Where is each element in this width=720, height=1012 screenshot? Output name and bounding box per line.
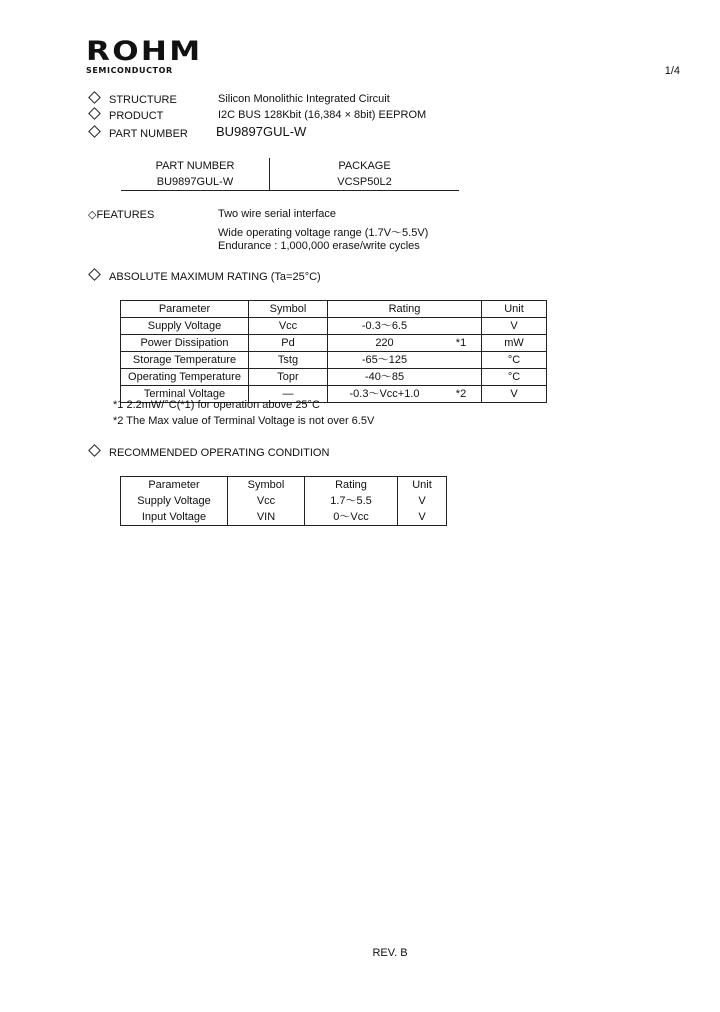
logo-subtitle: SEMICONDUCTOR <box>86 66 173 75</box>
diamond-bullet-icon <box>88 444 101 457</box>
param-cell: Power Dissipation <box>121 335 249 352</box>
note-cell <box>441 318 482 335</box>
unit-cell: V <box>398 493 447 509</box>
rating-cell: -65～125 <box>328 352 442 369</box>
diamond-bullet-icon <box>88 125 101 138</box>
param-cell: Operating Temperature <box>121 369 249 386</box>
header-unit: Unit <box>398 477 447 494</box>
part-number-header: PART NUMBER <box>121 158 270 174</box>
unit-cell: V <box>398 509 447 526</box>
table-header-row <box>121 301 547 318</box>
table-row <box>121 352 547 369</box>
note-cell <box>441 369 482 386</box>
note-cell: *2 <box>441 386 482 403</box>
product-label: PRODUCT <box>109 110 164 122</box>
symbol-cell: VIN <box>228 509 305 526</box>
param-cell: Terminal Voltage <box>121 386 249 403</box>
table-row <box>121 509 447 526</box>
rating-cell: -0.3～6.5 <box>328 318 442 335</box>
unit-cell: °C <box>482 352 547 369</box>
features-label: ◇FEATURES <box>88 209 155 221</box>
rec-op-title-row <box>90 446 329 459</box>
table-row <box>121 318 547 335</box>
param-cell: Storage Temperature <box>121 352 249 369</box>
header-symbol: Symbol <box>228 477 305 494</box>
header-parameter: Parameter <box>121 477 228 494</box>
part-label-row <box>90 127 188 140</box>
table-header-row <box>121 477 447 494</box>
rating-cell: -40～85 <box>328 369 442 386</box>
rating-cell: 1.7～5.5 <box>305 493 398 509</box>
rating-cell: -0.3～Vcc+1.0 <box>328 386 442 403</box>
structure-label: STRUCTURE <box>109 94 177 106</box>
footnote-2: *2 The Max value of Terminal Voltage is not over 6.5V <box>113 415 375 427</box>
feature-item: Endurance : 1,000,000 erase/write cycles <box>218 240 420 252</box>
diamond-bullet-icon <box>88 91 101 104</box>
header-parameter: Parameter <box>121 301 249 318</box>
param-cell: Input Voltage <box>121 509 228 526</box>
header-symbol: Symbol <box>249 301 328 318</box>
symbol-cell: Vcc <box>228 493 305 509</box>
package-cell: VCSP50L2 <box>270 174 460 191</box>
page-number: 1/4 <box>664 65 680 77</box>
structure-label-row <box>90 93 177 106</box>
param-cell: Supply Voltage <box>121 318 249 335</box>
rec-op-title: RECOMMENDED OPERATING CONDITION <box>109 447 330 459</box>
note-cell: *1 <box>441 335 482 352</box>
product-value: I2C BUS 128Kbit (16,384 × 8bit) EEPROM <box>218 109 427 121</box>
footnote-1: *1 2.2mW/°C(*1) for operation above 25°C <box>113 399 320 411</box>
rec-op-table <box>120 476 447 526</box>
feature-item: Two wire serial interface <box>218 208 336 220</box>
abs-max-title-row <box>90 270 321 283</box>
revision-label: REV. B <box>372 947 408 959</box>
table-row <box>121 493 447 509</box>
note-cell <box>441 352 482 369</box>
symbol-cell: Vcc <box>249 318 328 335</box>
structure-value: Silicon Monolithic Integrated Circuit <box>218 93 390 105</box>
unit-cell: mW <box>482 335 547 352</box>
header-unit: Unit <box>482 301 547 318</box>
header-rating: Rating <box>305 477 398 494</box>
rohm-logo: ROHM <box>86 36 203 67</box>
table-row <box>121 335 547 352</box>
diamond-bullet-icon <box>88 107 101 120</box>
product-label-row <box>90 109 163 122</box>
part-package-table <box>121 158 459 191</box>
symbol-cell: — <box>249 386 328 403</box>
table-row <box>121 369 547 386</box>
unit-cell: V <box>482 318 547 335</box>
package-header: PACKAGE <box>338 160 391 172</box>
header-rating: Rating <box>328 301 482 318</box>
part-number-label: PART NUMBER <box>109 128 188 140</box>
rating-cell: 220 <box>328 335 442 352</box>
param-cell: Supply Voltage <box>121 493 228 509</box>
unit-cell: V <box>482 386 547 403</box>
diamond-bullet-icon <box>88 268 101 281</box>
feature-item: Wide operating voltage range (1.7V～5.5V) <box>218 227 429 239</box>
part-number-cell: BU9897GUL-W <box>121 174 270 191</box>
unit-cell: °C <box>482 369 547 386</box>
rating-cell: 0～Vcc <box>305 509 398 526</box>
abs-max-table <box>120 300 547 403</box>
abs-max-title: ABSOLUTE MAXIMUM RATING (Ta=25°C) <box>109 271 321 283</box>
symbol-cell: Tstg <box>249 352 328 369</box>
part-number-value: BU9897GUL-W <box>216 124 307 139</box>
symbol-cell: Pd <box>249 335 328 352</box>
symbol-cell: Topr <box>249 369 328 386</box>
